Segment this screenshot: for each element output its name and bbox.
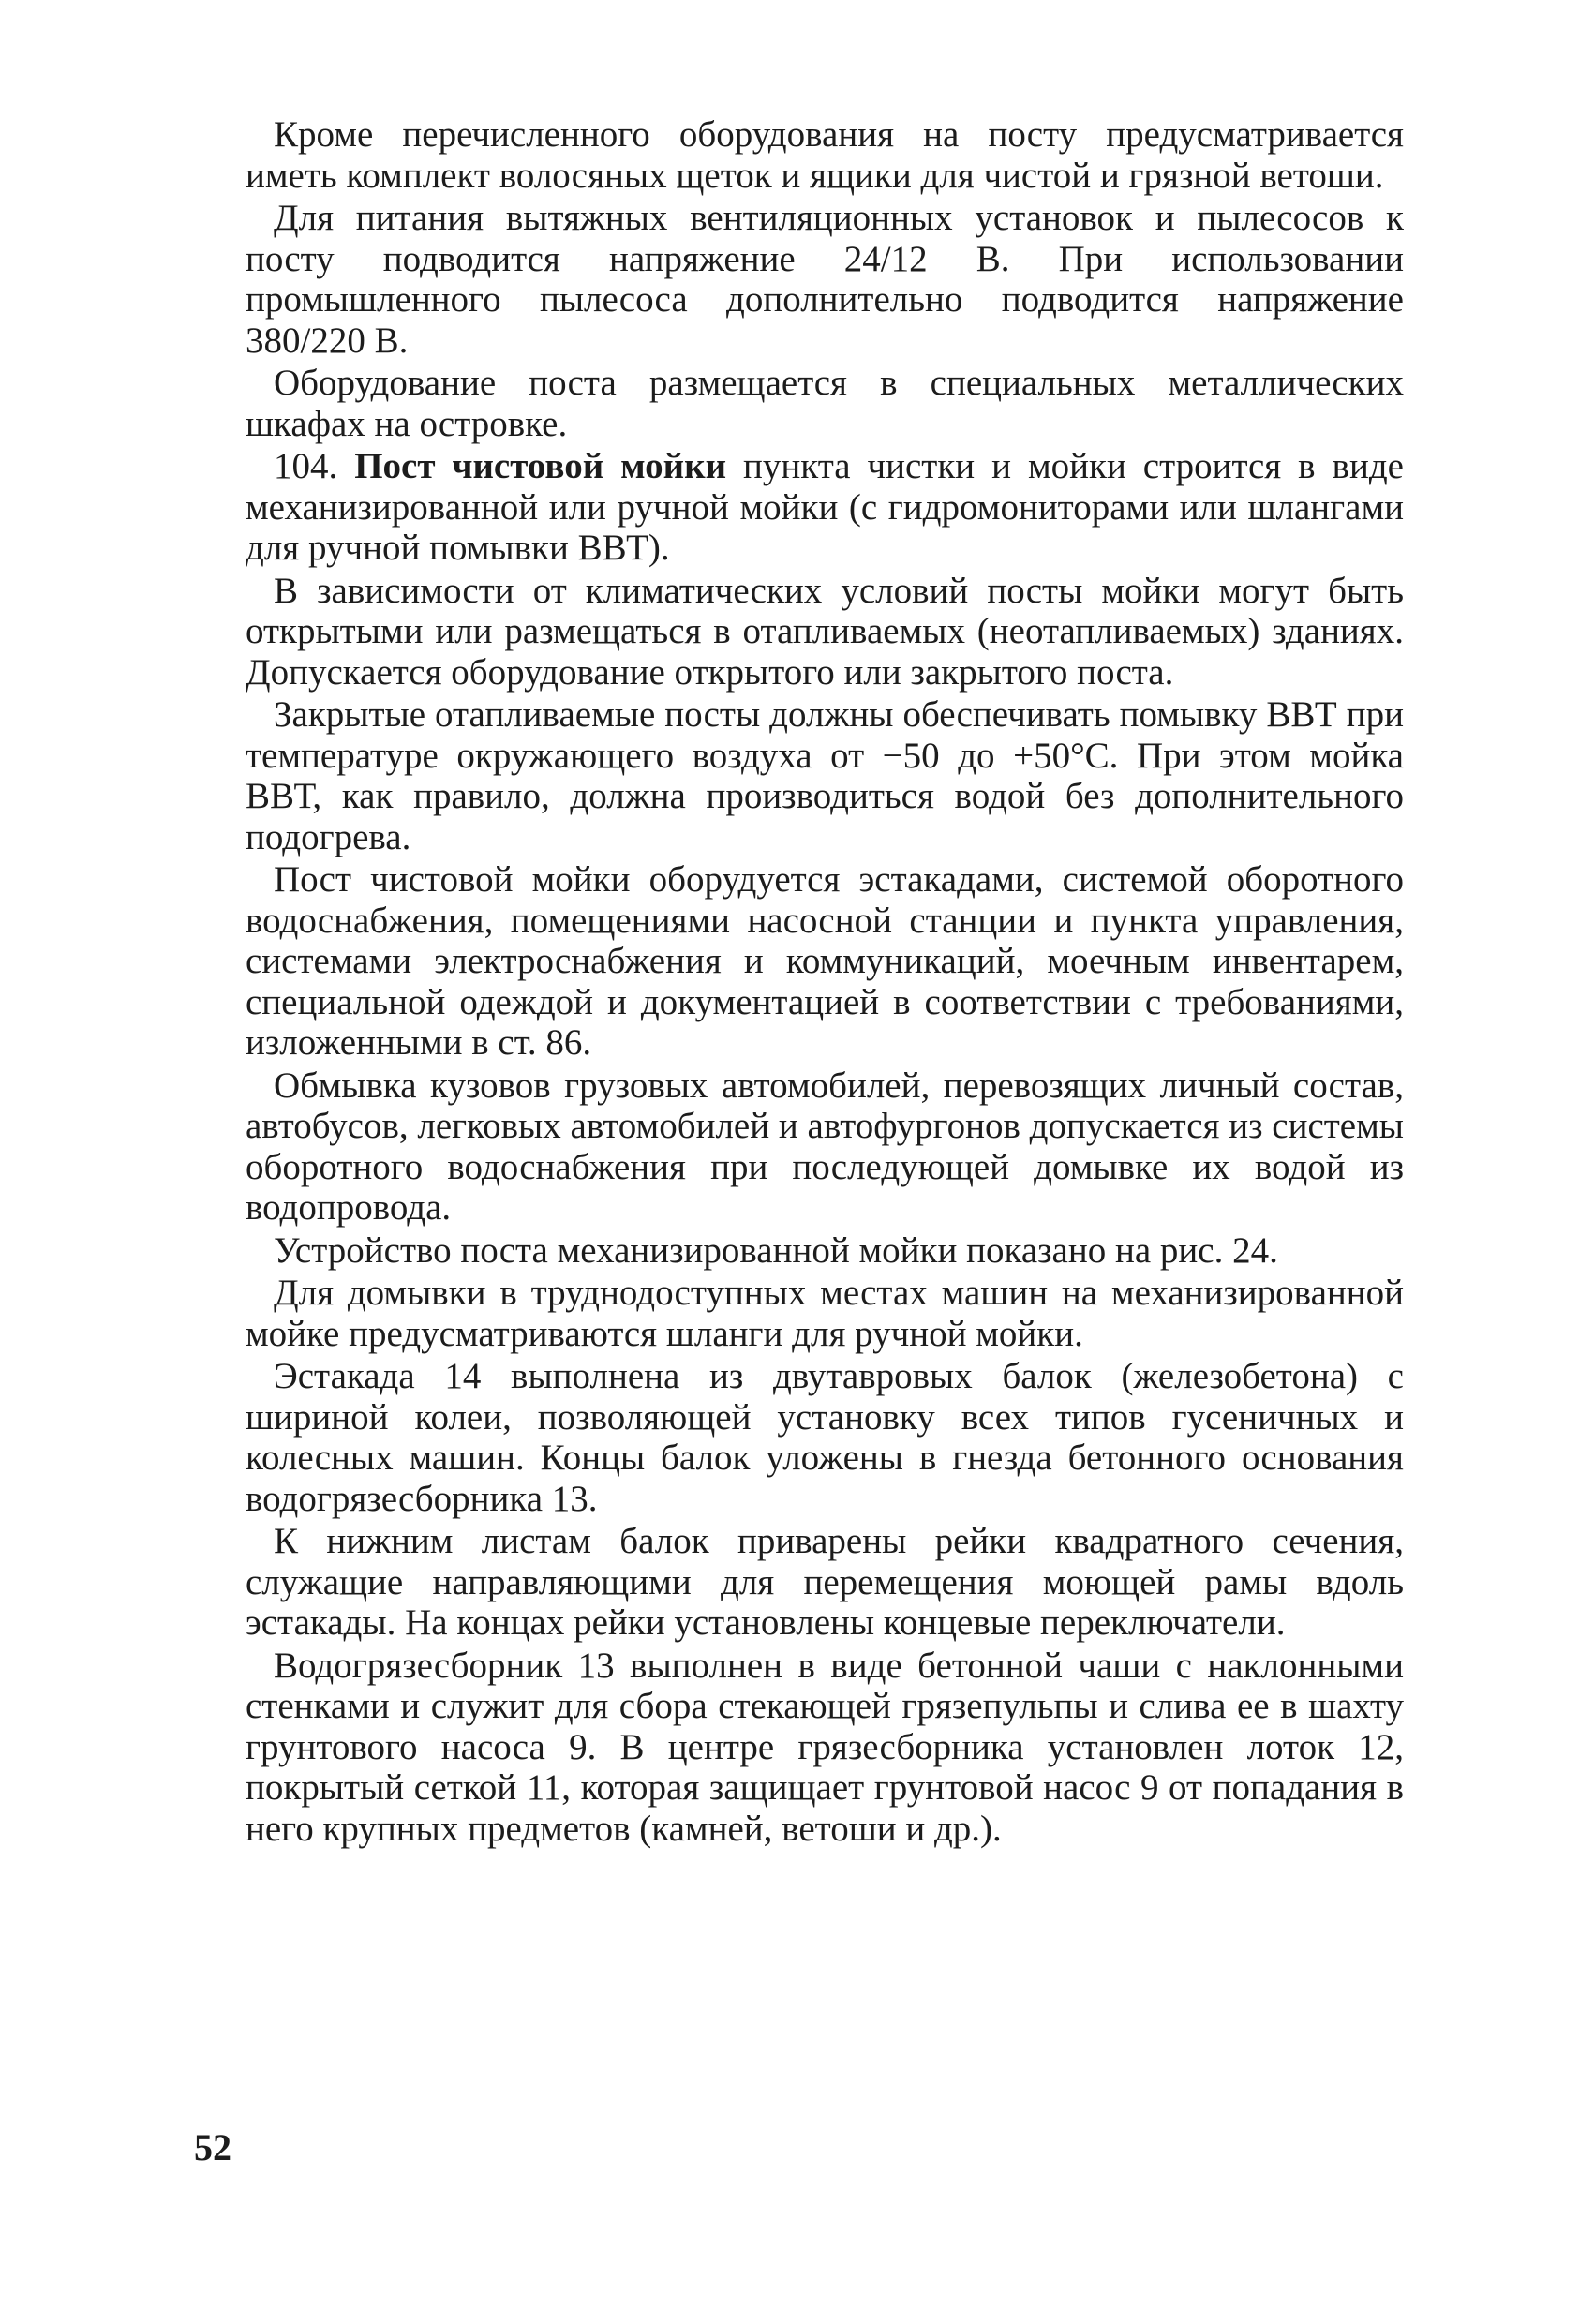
paragraph: Оборудование поста размещается в специальных металлических шкафах на островке. <box>246 363 1404 444</box>
page-number: 52 <box>194 2126 231 2168</box>
paragraph: К нижним листам балок приварены рейки квадратного сечения, служащие направляющими для перемещения моющей рамы вдоль эстакады. На концах рейки установлены концевые переключатели. <box>246 1521 1404 1643</box>
paragraph: Для питания вытяжных вентиляционных установок и пылесосов к посту подводится напряжение 24/12 В. При использовании промышленного пылесоса дополнительно подводится напряжение 380/220 В. <box>246 198 1404 361</box>
body-text <box>246 114 1404 1851</box>
section-text: пункта чистки и мойки строится в виде механизированной или ручной мойки (с гидромониторами или шлангами для ручной помывки ВВТ). <box>246 446 1404 568</box>
paragraph: Устройство поста механизированной мойки показано на рис. 24. <box>274 1229 1278 1271</box>
paragraph: Закрытые отапливаемые посты должны обеспечивать помывку ВВТ при температуре окружающего воздуха от −50 до +50°С. При этом мойка ВВТ, как правило, должна производиться водой без дополнительного подогрева. <box>246 694 1404 857</box>
section-heading: Пост чистовой мойки <box>354 446 727 486</box>
paragraph: Водогрязесборник 13 выполнен в виде бетонной чаши с наклонными стенками и служит для сбора стекающей грязепульпы и слива ее в шахту грунтового насоса 9. В центре грязесборника установлен лоток 12, покрытый сеткой 11, которая защищает грунтовой насос 9 от попадания в него крупных предметов (камней, ветоши и др.). <box>246 1645 1404 1849</box>
paragraph: Пост чистовой мойки оборудуется эстакадами, системой оборотного водоснабжения, помещениями насосной станции и пункта управления, системами электроснабжения и коммуникаций, моечным инвентарем, специальной одеждой и документацией в соответствии с требованиями, изложенными в ст. 86. <box>246 859 1404 1063</box>
section-number: 104. <box>274 446 338 486</box>
paragraph: Эстакада 14 выполнена из двутавровых балок (железобетона) с шириной колеи, позволяющей установку всех типов гусеничных и колесных машин. Концы балок уложены в гнезда бетонного основания водогрязесборника 13. <box>246 1356 1404 1519</box>
paragraph: Для домывки в труднодоступных местах машин на механизированной мойке предусматриваются шланги для ручной мойки. <box>246 1273 1404 1354</box>
paragraph-section-104 <box>246 446 1404 569</box>
paragraph: Кроме перечисленного оборудования на посту предусматривается иметь комплект волосяных щеток и ящики для чистой и грязной ветоши. <box>246 114 1404 196</box>
paragraph: Обмывка кузовов грузовых автомобилей, перевозящих личный состав, автобусов, легковых автомобилей и автофургонов допускается из системы оборотного водоснабжения при последующей домывке их водой из водопровода. <box>246 1065 1404 1228</box>
paragraph: В зависимости от климатических условий посты мойки могут быть открытыми или размещаться в отапливаемых (неотапливаемых) зданиях. Допускается оборудование открытого или закрытого поста. <box>246 570 1404 693</box>
